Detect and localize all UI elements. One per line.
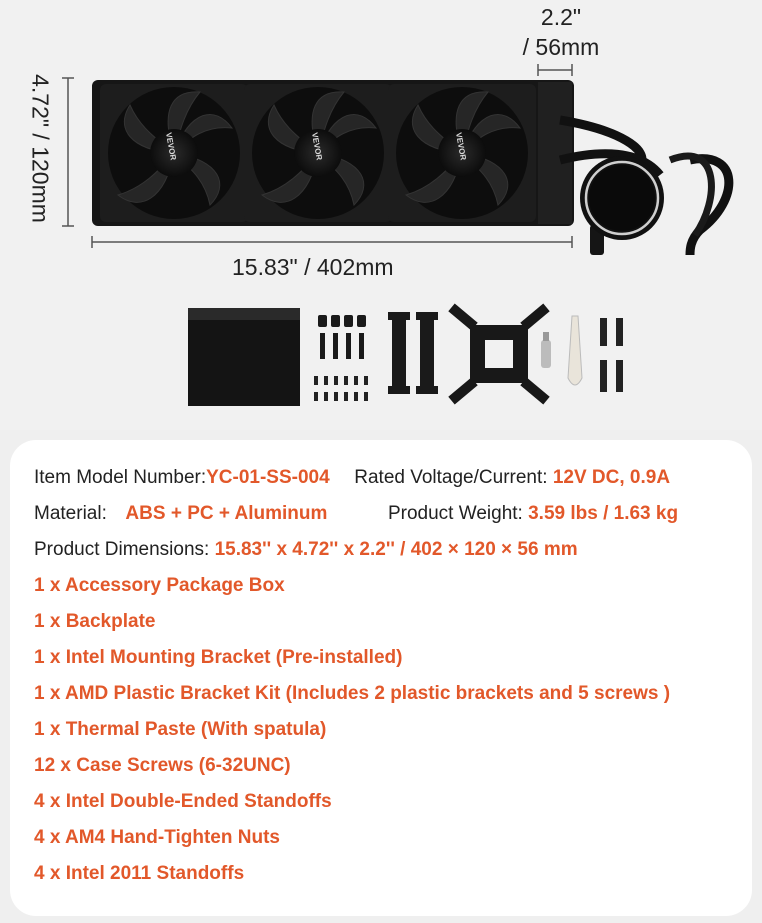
- voltage-value: 12V DC, 0.9A: [552, 467, 671, 488]
- product-image-area: [0, 0, 762, 430]
- nuts-icon: [318, 315, 366, 359]
- fan-brand-label-2: VEVOR: [310, 131, 324, 161]
- spec-row-material-weight: [34, 503, 678, 525]
- fan-brand-label-3: VEVOR: [454, 131, 468, 161]
- backplate-icon: [448, 304, 549, 405]
- specs-card: [10, 440, 752, 916]
- material-value: ABS + PC + Aluminum: [125, 503, 328, 524]
- weight-label: Product Weight:: [387, 503, 523, 524]
- standoffs-icon: [600, 318, 623, 392]
- accessory-item: 1 x Intel Mounting Bracket (Pre-installed): [34, 647, 403, 668]
- amd-bracket-icon: [388, 312, 438, 394]
- spec-row-model-voltage: [34, 467, 670, 489]
- model-label: Item Model Number:: [34, 467, 207, 488]
- accessory-item: 4 x AM4 Hand-Tighten Nuts: [34, 827, 280, 848]
- accessory-item: 1 x Thermal Paste (With spatula): [34, 719, 327, 740]
- model-value: YC-01-SS-004: [206, 467, 330, 488]
- voltage-label: Rated Voltage/Current:: [354, 467, 548, 488]
- height-dimension-label: 4.72" / 120mm: [27, 74, 54, 223]
- accessories-illustration: [0, 0, 762, 430]
- accessory-item: 1 x Accessory Package Box: [34, 575, 285, 596]
- spec-row-dimensions: [34, 539, 578, 561]
- thermal-paste-icon: [541, 332, 551, 368]
- depth-mm-label: / 56mm: [522, 34, 600, 60]
- screws-icon: [314, 376, 368, 401]
- accessory-item: 12 x Case Screws (6-32UNC): [34, 755, 291, 776]
- depth-inch-label: 2.2": [540, 4, 582, 30]
- spatula-icon: [568, 316, 582, 385]
- accessory-item: 1 x AMD Plastic Bracket Kit (Includes 2 plastic brackets and 5 screws ): [34, 683, 671, 704]
- fan-brand-label-1: VEVOR: [164, 131, 178, 161]
- width-dimension-label: 15.83" / 402mm: [232, 254, 394, 280]
- dimensions-label: Product Dimensions:: [34, 539, 210, 560]
- accessory-item: 4 x Intel Double-Ended Standoffs: [34, 791, 332, 812]
- accessory-box-icon: [188, 308, 300, 406]
- material-label: Material:: [34, 503, 107, 524]
- accessory-item: 4 x Intel 2011 Standoffs: [34, 863, 245, 884]
- accessory-item: 1 x Backplate: [34, 611, 156, 632]
- dimensions-value: 15.83'' x 4.72'' x 2.2'' / 402 × 120 × 56 mm: [214, 539, 578, 560]
- weight-value: 3.59 lbs / 1.63 kg: [528, 503, 679, 524]
